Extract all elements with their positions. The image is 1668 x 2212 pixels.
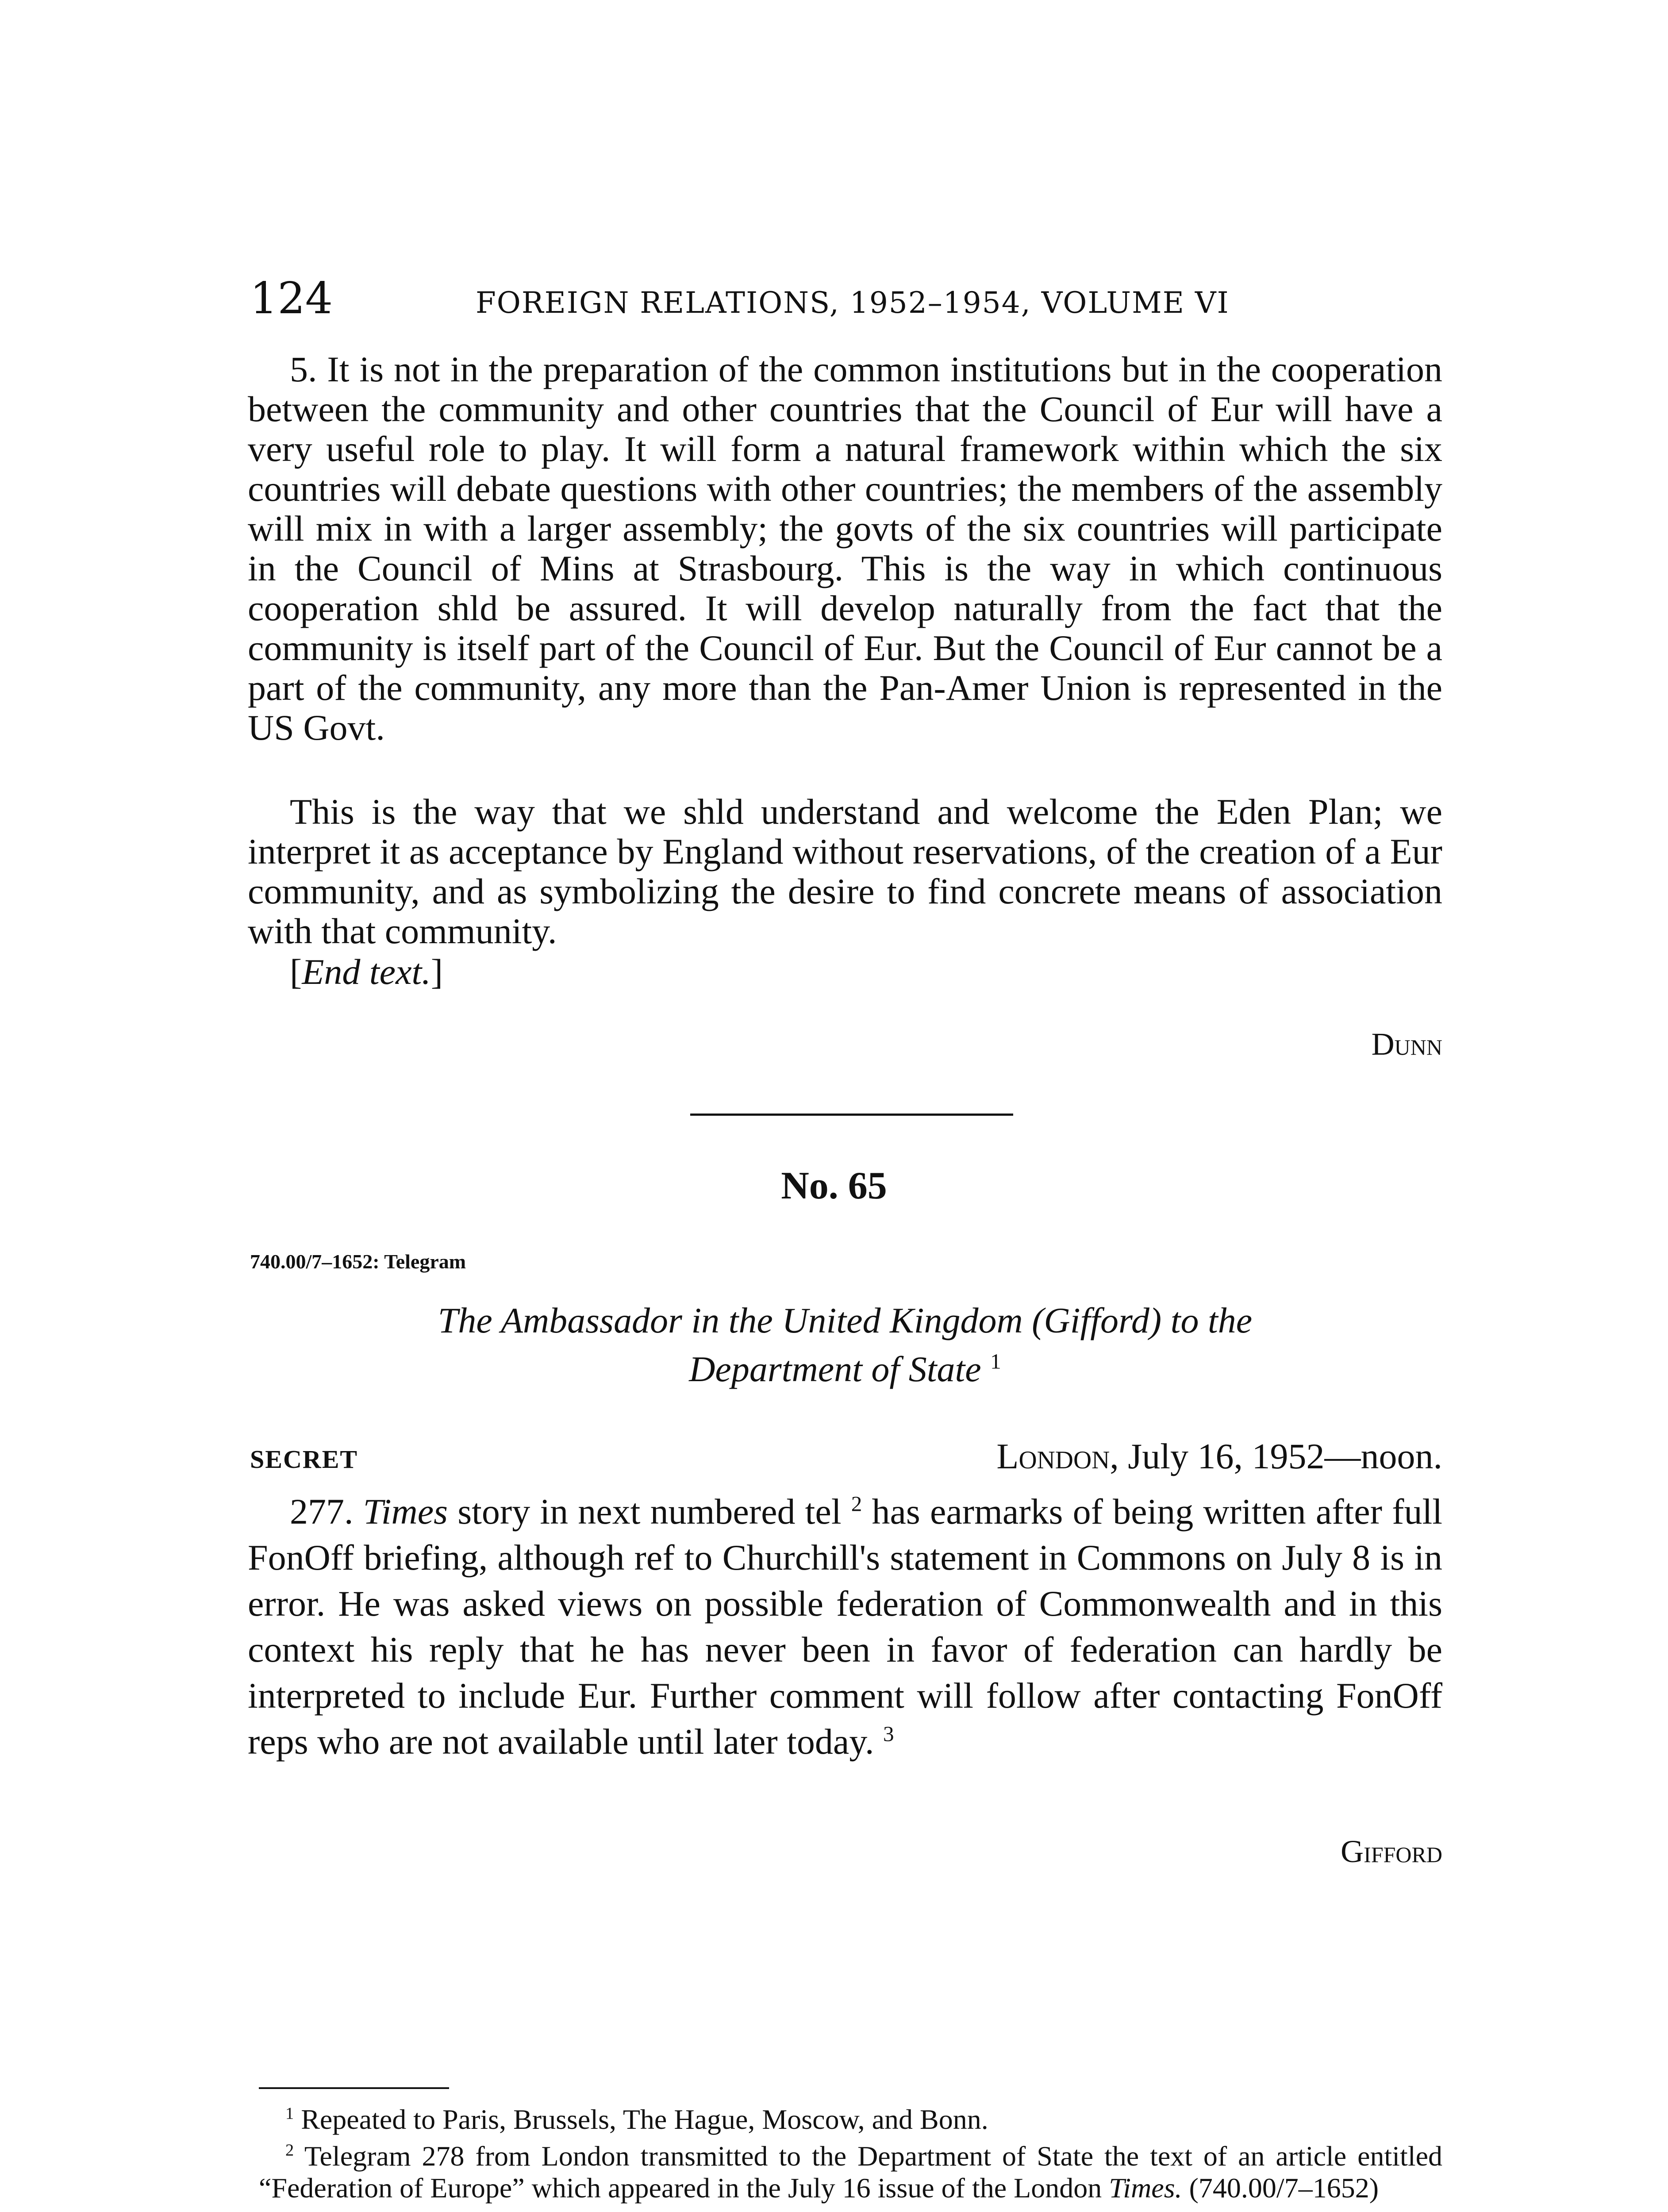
paragraph-eden-plan: This is the way that we shld understand and welcome the Eden Plan; we interpret it as acceptance by England without reservations, of the creation of a Eur community, and as symbolizing the desire to find concrete means of association with that community. — [248, 791, 1442, 951]
footnote-ref-1: 1 — [990, 1349, 1001, 1374]
dateline-place: London, — [996, 1436, 1119, 1476]
footnote-2 — [259, 2140, 1442, 2204]
footnote-2-text-b: (740.00/7–1652) — [1189, 2172, 1379, 2204]
times-title: Times — [363, 1491, 448, 1532]
telegram-body — [248, 1489, 1442, 1765]
document-number: No. 65 — [781, 1164, 887, 1207]
telegram-number: 277. — [290, 1491, 354, 1532]
running-title: FOREIGN RELATIONS, 1952–1954, VOLUME VI — [476, 286, 1230, 320]
footnote-1-text: Repeated to Paris, Brussels, The Hague, Moscow, and Bonn. — [301, 2104, 988, 2135]
section-divider — [690, 1114, 1013, 1116]
footnote-ref-3: 3 — [883, 1721, 894, 1746]
footnote-ref-2: 2 — [851, 1491, 862, 1516]
file-reference: 740.00/7–1652: Telegram — [250, 1250, 466, 1273]
footnote-rule — [259, 2087, 449, 2089]
footnote-2-text-a: Telegram 278 from London transmitted to the Department of State the text of an article entitled “Federation of Europe” which appeared in the July 16 issue of the London — [259, 2140, 1443, 2204]
document-heading — [248, 1296, 1442, 1394]
end-text-label: End text. — [302, 952, 431, 992]
end-text-marker — [248, 952, 1442, 992]
heading-line-2-text: Department of State — [689, 1349, 981, 1389]
dateline — [996, 1436, 1442, 1477]
telegram-text-1: story in next numbered tel — [457, 1491, 842, 1532]
end-text-open-bracket: [ — [290, 952, 302, 992]
end-text-close-bracket: ] — [430, 952, 443, 992]
heading-line-1: The Ambassador in the United Kingdom (Gifford) to the — [438, 1300, 1253, 1340]
classification-label: SECRET — [250, 1445, 358, 1474]
footnote-1 — [259, 2104, 1442, 2135]
telegram-text-2: has earmarks of being written after full FonOff briefing, although ref to Churchill's statement in Commons on July 8 is in error. He was asked views on possible federation of Commonwealth and in this context his reply that he has never been in favor of federation can hardly be interpreted to include Eur. Further comment will follow after contacting FonOff reps who are not available until later today. — [248, 1491, 1443, 1762]
dateline-date: July 16, 1952—noon. — [1128, 1436, 1442, 1476]
running-head — [250, 272, 1440, 325]
paragraph-5: 5. It is not in the preparation of the common institutions but in the cooperation between the community and other countries that the Council of Eur will have a very useful role to play. It will form a natural framework within which the six countries will debate questions with other countries; the members of the assembly will mix in with a larger assembly; the govts of the six countries will participate in the Council of Mins at Strasbourg. This is the way in which continuous cooperation shld be assured. It will develop naturally from the fact that the community is itself part of the Council of Eur. But the Council of Eur cannot be a part of the community, any more than the Pan-Amer Union is represented in the US Govt. — [248, 349, 1442, 748]
signature-dunn: Dunn — [1371, 1026, 1442, 1062]
heading-line-2 — [248, 1345, 1442, 1394]
signature-gifford: Gifford — [1341, 1834, 1442, 1869]
footnote-1-mark: 1 — [285, 2104, 294, 2123]
page-number: 124 — [250, 273, 333, 324]
footnote-2-mark: 2 — [285, 2141, 294, 2160]
footnote-2-times: Times. — [1109, 2172, 1182, 2204]
